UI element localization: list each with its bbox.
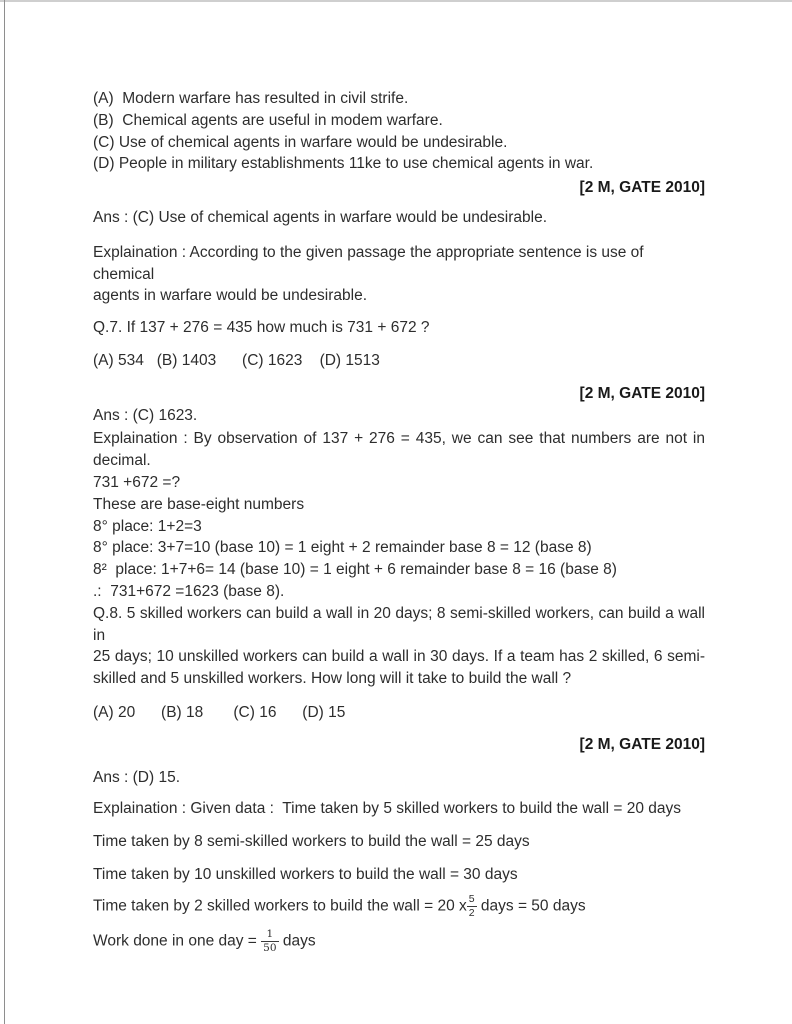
q8-question-line: Q.8. 5 skilled workers can build a wall in 20 days; 8 semi-skilled workers, can build a wall in — [93, 604, 705, 644]
q8-work-per-day — [93, 929, 705, 954]
q6-options — [93, 88, 705, 175]
q6-explanation-line: Explaination : According to the given passage the appropriate sentence is use of chemical — [93, 243, 648, 283]
q7-explanation-line: 8° place: 1+2=3 — [93, 517, 202, 535]
fraction-numerator: 1 — [266, 927, 274, 940]
q8-question — [93, 603, 705, 690]
q6-answer: Ans : (C) Use of chemical agents in warfare would be undesirable. — [93, 208, 548, 226]
q7-marks-tag: [2 M, GATE 2010] — [579, 384, 705, 402]
q7-explanation — [93, 428, 705, 602]
q7-options-row: (A) 534 (B) 1403 (C) 1623 (D) 1513 — [93, 351, 380, 369]
q7-answer: Ans : (C) 1623. — [93, 406, 198, 424]
q7-explanation-line: decimal. — [93, 452, 151, 470]
q7-explanation-line: 8° place: 3+7=10 (base 10) = 1 eight + 2 remainder base 8 = 12 (base 8) — [93, 539, 592, 557]
page-left-border — [4, 0, 5, 1024]
q6-explanation-line: agents in warfare would be undesirable. — [93, 287, 368, 305]
q6-marks-tag: [2 M, GATE 2010] — [579, 179, 705, 197]
q8-work-per-day-suffix: days — [278, 932, 316, 950]
q8-time-2skilled-prefix: Time taken by 2 skilled workers to build the wall = 20 x — [93, 897, 467, 915]
q7-explanation-line: 8² place: 1+7+6= 14 (base 10) = 1 eight + 6 remainder base 8 = 16 (base 8) — [93, 561, 617, 579]
q7-explanation-line: .: 731+672 =1623 (base 8). — [93, 582, 285, 600]
q8-question-line: 25 days; 10 unskilled workers can build a wall in 30 days. If a team has 2 skilled, 6 semi- — [93, 648, 705, 666]
q6-option: (B) Chemical agents are useful in modem warfare. — [93, 111, 443, 129]
q7-explanation-line: 731 +672 =? — [93, 473, 181, 491]
q7-question: Q.7. If 137 + 276 = 435 how much is 731 + 672 ? — [93, 319, 430, 337]
q8-answer: Ans : (D) 15. — [93, 768, 180, 786]
q6-option: (D) People in military establishments 11ke to use chemical agents in war. — [93, 155, 594, 173]
fraction-denominator: 2 — [468, 906, 475, 919]
page-content — [93, 0, 705, 954]
q6-explanation — [93, 242, 705, 307]
q7-explanation-line: These are base-eight numbers — [93, 495, 305, 513]
q8-time-unskilled: Time taken by 10 unskilled workers to build the wall = 30 days — [93, 865, 518, 883]
q8-options-row: (A) 20 (B) 18 (C) 16 (D) 15 — [93, 703, 346, 721]
fraction-numerator: 5 — [468, 892, 475, 905]
fraction-5-over-2 — [467, 894, 477, 919]
q8-time-2skilled-suffix: days = 50 days — [476, 897, 586, 915]
q6-option: (C) Use of chemical agents in warfare would be undesirable. — [93, 133, 508, 151]
q8-work-per-day-prefix: Work done in one day = — [93, 932, 262, 950]
q8-time-semiskilled: Time taken by 8 semi-skilled workers to build the wall = 25 days — [93, 833, 530, 851]
q8-explanation-intro: Explaination : Given data : Time taken by 5 skilled workers to build the wall = 20 days — [93, 800, 682, 818]
q8-question-line: skilled and 5 unskilled workers. How long will it take to build the wall ? — [93, 670, 572, 688]
q8-marks-tag: [2 M, GATE 2010] — [579, 735, 705, 753]
q8-time-2skilled — [93, 894, 705, 919]
fraction-1-over-50 — [261, 929, 278, 954]
q7-explanation-line: Explaination : By observation of 137 + 276 = 435, we can see that numbers are not in — [93, 430, 705, 448]
q6-option: (A) Modern warfare has resulted in civil strife. — [93, 90, 409, 107]
fraction-denominator: 50 — [263, 941, 277, 954]
